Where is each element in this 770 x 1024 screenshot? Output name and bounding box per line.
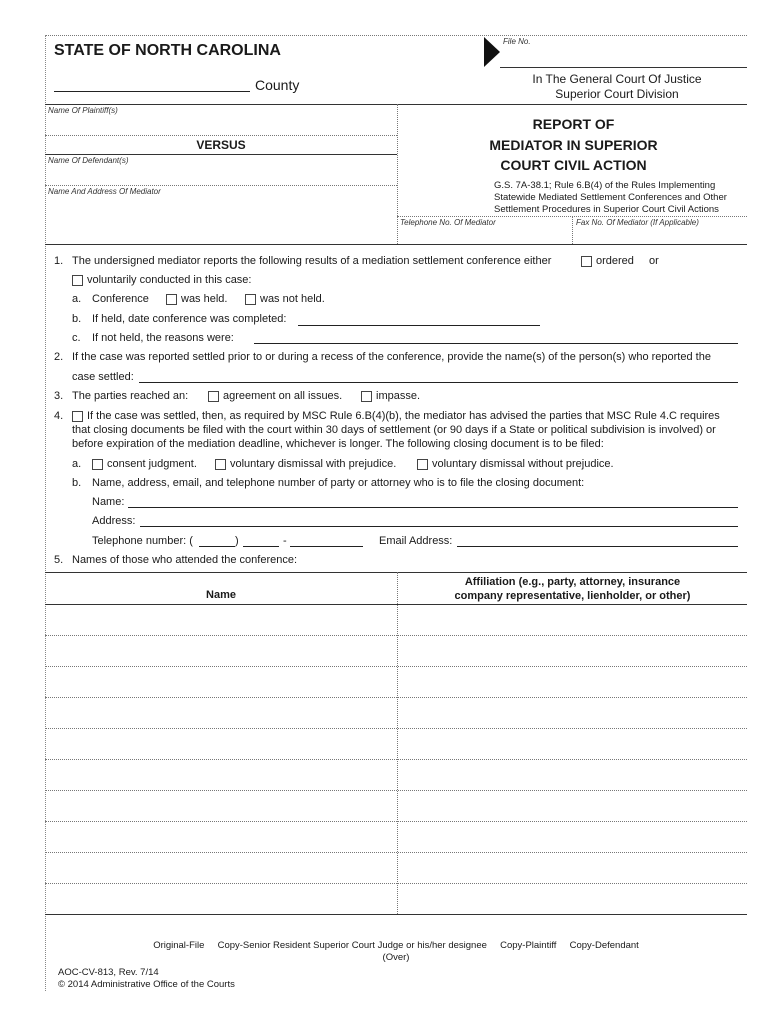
case-settled-field[interactable] <box>139 382 738 383</box>
parties-divider <box>397 104 398 244</box>
item-5-text: Names of those who attended the conference: <box>72 554 298 566</box>
attendee-affiliation-cell[interactable] <box>399 729 746 758</box>
statute-line-3: Settlement Procedures in Superior Court Civil Actions <box>494 204 719 215</box>
telephone-label: Telephone No. Of Mediator <box>400 218 496 227</box>
item-1c-letter: c. <box>72 332 81 344</box>
copyright: © 2014 Administrative Office of the Courts <box>58 979 235 990</box>
mediator-label: Name And Address Of Mediator <box>48 187 161 196</box>
tel-line-field[interactable] <box>290 546 363 547</box>
attendee-name-cell[interactable] <box>46 791 396 820</box>
item-1b-letter: b. <box>72 313 82 325</box>
dismissal-without-prejudice-checkbox[interactable] <box>417 459 428 470</box>
agreement-label: agreement on all issues. <box>223 390 343 402</box>
impasse-label: impasse. <box>376 390 421 402</box>
attendee-name-cell[interactable] <box>46 698 396 727</box>
attendee-name-cell[interactable] <box>46 884 396 913</box>
header-divider <box>45 104 747 105</box>
item-1-number: 1. <box>54 255 64 267</box>
settled-checkbox[interactable] <box>72 411 83 422</box>
attendee-name-cell[interactable] <box>46 822 396 851</box>
attendee-affiliation-cell[interactable] <box>399 791 746 820</box>
state-title: STATE OF NORTH CAROLINA <box>54 42 281 59</box>
item-4-line-3: before expiration of the mediation deadline, whichever is longer. The following closing document is to be filed: <box>72 438 604 450</box>
title-line-2: MEDIATOR IN SUPERIOR <box>489 137 658 153</box>
area-code-field[interactable] <box>199 546 235 547</box>
item-2-text: If the case was reported settled prior to or during a recess of the conference, provide the name(s) of the person(s) who reported the <box>72 351 711 363</box>
impasse-checkbox[interactable] <box>361 391 372 402</box>
defendant-label: Name Of Defendant(s) <box>48 156 129 165</box>
attendee-name-cell[interactable] <box>46 636 396 665</box>
title-line-3: COURT CIVIL ACTION <box>500 157 647 173</box>
attendee-name-cell[interactable] <box>46 729 396 758</box>
attendee-affiliation-cell[interactable] <box>399 760 746 789</box>
file-no-label: File No. <box>503 37 531 46</box>
court-line-2: Superior Court Division <box>555 87 679 101</box>
table-column-divider <box>397 572 398 914</box>
item-1a-letter: a. <box>72 293 82 305</box>
attendee-name-cell[interactable] <box>46 853 396 882</box>
was-held-label: was held. <box>181 293 228 305</box>
attendee-affiliation-cell[interactable] <box>399 636 746 665</box>
item-4-number: 4. <box>54 410 64 422</box>
tel-dash: - <box>283 535 287 547</box>
attendee-affiliation-cell[interactable] <box>399 698 746 727</box>
item-2-number: 2. <box>54 351 64 363</box>
tel-close-paren: ) <box>235 535 239 547</box>
item-1-text: The undersigned mediator reports the following results of a mediation settlement conference either <box>72 255 552 267</box>
court-line-1: In The General Court Of Justice <box>532 72 702 86</box>
body-top-divider <box>45 244 747 245</box>
tel-prefix-field[interactable] <box>243 546 279 547</box>
dismissal-with-prejudice-checkbox[interactable] <box>215 459 226 470</box>
statute-line-2: Statewide Mediated Settlement Conferences and Other <box>494 192 727 203</box>
or-label: or <box>649 255 659 267</box>
col-name-header: Name <box>206 589 236 601</box>
file-no-field[interactable] <box>500 67 747 68</box>
item-4b-letter: b. <box>72 477 82 489</box>
dismissal-with-prejudice-label: voluntary dismissal with prejudice. <box>230 458 397 470</box>
attendee-affiliation-cell[interactable] <box>399 822 746 851</box>
item-4-line-2: that closing documents be filed with the court within 30 days of settlement (or 90 days if a State or political subdivision is involved) or <box>72 424 716 436</box>
date-completed-field[interactable] <box>298 325 540 326</box>
address-field[interactable] <box>140 526 738 527</box>
file-no-arrow-icon <box>484 37 500 67</box>
reasons-label: If not held, the reasons were: <box>92 332 234 344</box>
plaintiff-label: Name Of Plaintiff(s) <box>48 106 118 115</box>
email-label: Email Address: <box>379 535 453 547</box>
item-4-line-1: If the case was settled, then, as required by MSC Rule 6.B(4)(b), the mediator has advised the parties that MSC Rule 4.C requires <box>87 410 720 422</box>
table-row-divider <box>45 914 747 915</box>
statute-line-1: G.S. 7A-38.1; Rule 6.B(4) of the Rules Implementing <box>494 180 716 191</box>
plaintiff-field[interactable] <box>45 135 397 136</box>
conference-label: Conference <box>92 293 149 305</box>
phone-fax-divider <box>572 216 573 244</box>
agreement-checkbox[interactable] <box>208 391 219 402</box>
item-4b-text: Name, address, email, and telephone number of party or attorney who is to file the closing document: <box>92 477 585 489</box>
attendee-name-cell[interactable] <box>46 667 396 696</box>
attendee-affiliation-cell[interactable] <box>399 884 746 913</box>
form-number: AOC-CV-813, Rev. 7/14 <box>58 967 159 978</box>
reasons-field[interactable] <box>254 343 738 344</box>
county-field[interactable] <box>54 91 250 92</box>
attendee-name-cell[interactable] <box>46 760 396 789</box>
title-line-1: REPORT OF <box>532 116 615 132</box>
name-field[interactable] <box>128 507 738 508</box>
telephone-number-label: Telephone number: ( <box>92 535 193 547</box>
top-border <box>45 35 747 36</box>
item-3-number: 3. <box>54 390 64 402</box>
dismissal-without-prejudice-label: voluntary dismissal without prejudice. <box>432 458 614 470</box>
defendant-field[interactable] <box>45 185 397 186</box>
distribution-line: Original-File Copy-Senior Resident Superior Court Judge or his/her designee Copy-Plaintiff Copy-Defendant <box>153 940 639 951</box>
ordered-checkbox[interactable] <box>581 256 592 267</box>
col-affiliation-header-2: company representative, lienholder, or other) <box>454 590 691 602</box>
over-label: (Over) <box>382 952 410 963</box>
voluntarily-checkbox[interactable] <box>72 275 83 286</box>
attendee-affiliation-cell[interactable] <box>399 853 746 882</box>
attendee-name-cell[interactable] <box>46 605 396 634</box>
date-completed-label: If held, date conference was completed: <box>92 313 287 325</box>
case-settled-label: case settled: <box>72 371 134 383</box>
consent-judgment-label: consent judgment. <box>107 458 197 470</box>
address-label: Address: <box>92 515 136 527</box>
was-held-checkbox[interactable] <box>166 294 177 305</box>
consent-judgment-checkbox[interactable] <box>92 459 103 470</box>
col-affiliation-header-1: Affiliation (e.g., party, attorney, insurance <box>464 576 681 588</box>
item-3-text: The parties reached an: <box>72 390 189 402</box>
ordered-label: ordered <box>596 255 634 267</box>
voluntarily-label: voluntarily conducted in this case: <box>87 274 252 286</box>
county-label: County <box>255 77 300 93</box>
was-not-held-label: was not held. <box>260 293 325 305</box>
attendee-affiliation-cell[interactable] <box>399 605 746 634</box>
item-5-number: 5. <box>54 554 64 566</box>
was-not-held-checkbox[interactable] <box>245 294 256 305</box>
attendee-affiliation-cell[interactable] <box>399 667 746 696</box>
fax-label: Fax No. Of Mediator (If Applicable) <box>576 218 699 227</box>
versus-label: VERSUS <box>196 138 246 152</box>
table-top <box>45 572 747 573</box>
email-field[interactable] <box>457 546 738 547</box>
versus-divider <box>45 154 397 155</box>
name-label: Name: <box>92 496 125 508</box>
item-4a-letter: a. <box>72 458 82 470</box>
